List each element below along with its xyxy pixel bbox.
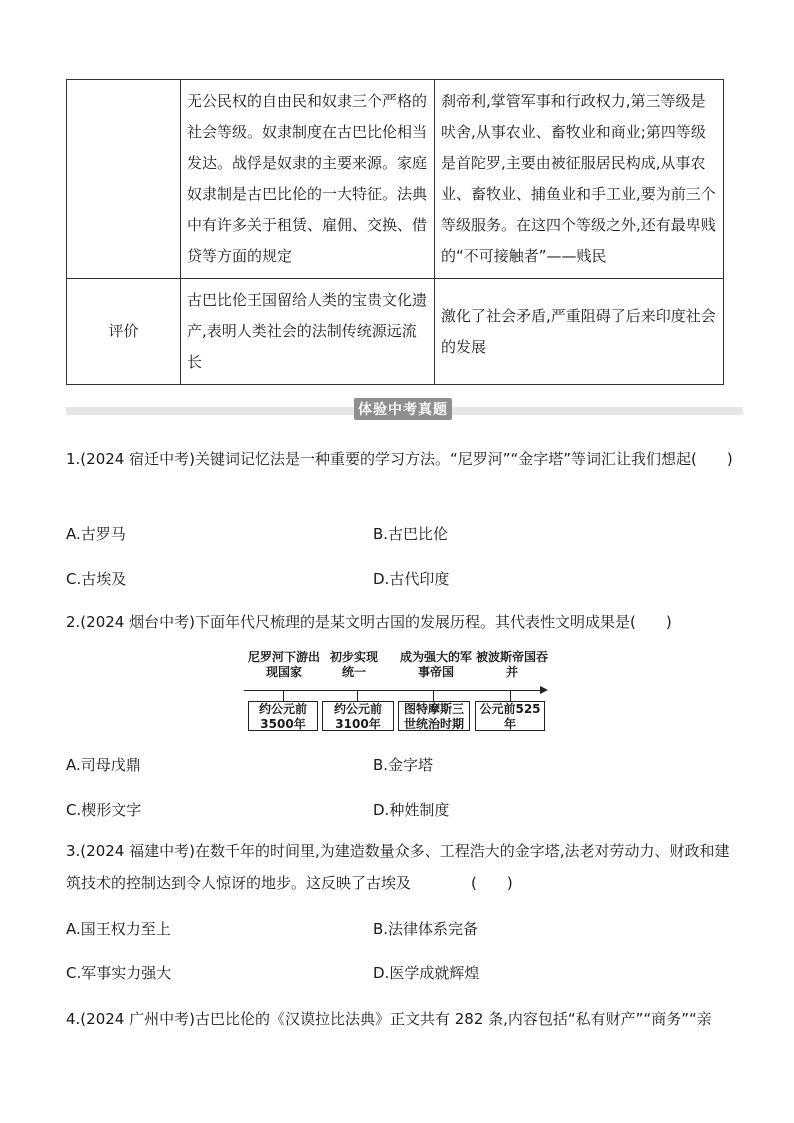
timeline-event: 成为强大的军事帝国 <box>400 650 473 679</box>
question-stem: 2.(2024 烟台中考)下面年代尺梳理的是某文明古国的发展历程。其代表性文明成果是( ) <box>66 613 672 631</box>
table-cell: 激化了社会矛盾,严重阻碍了后来印度社会的发展 <box>435 279 724 385</box>
timeline-tick <box>510 690 511 701</box>
arrow-right-icon <box>540 686 548 694</box>
table-cell: 刹帝利,掌管军事和行政权力,第三等级是吠舍,从事农业、畜牧业和商业;第四等级是首陀罗,主要由被征服居民构成,从事农业、畜牧业、捕鱼业和手工业,要为前三个等级服务。在这四个等级之外,还有最卑贱的“不可接触者”——贱民 <box>435 80 724 279</box>
timeline-tick <box>283 690 284 701</box>
option-b[interactable]: B.法律体系完备 <box>373 920 479 938</box>
question-stem: 4.(2024 广州中考)古巴比伦的《汉谟拉比法典》正文共有 282 条,内容包括“私有财产”“商务”“亲 <box>66 1010 712 1028</box>
timeline-date: 约公元前3100年 <box>322 701 394 731</box>
question-stem: 3.(2024 福建中考)在数千年的时间里,为建造数量众多、工程浩大的金字塔,法老对劳动力、财政和建筑技术的控制达到令人惊讶的地步。这反映了古埃及 ( ) <box>66 842 730 892</box>
table-cell: 无公民权的自由民和奴隶三个严格的社会等级。奴隶制度在古巴比伦相当发达。战俘是奴隶的主要来源。家庭奴隶制是古巴比伦的一大特征。法典中有许多关于租赁、雇佣、交换、借贷等方面的规定 <box>181 80 435 279</box>
option-c[interactable]: C.军事实力强大 <box>66 964 172 982</box>
timeline-date: 图特摩斯三世统治时期 <box>398 701 470 731</box>
option-c[interactable]: C.楔形文字 <box>66 801 142 819</box>
timeline-figure <box>244 650 550 734</box>
table-row <box>67 279 724 385</box>
table-row-label: 评价 <box>67 279 181 385</box>
table-row <box>67 80 724 279</box>
table-cell: 古巴比伦王国留给人类的宝贵文化遗产,表明人类社会的法制传统源远流长 <box>181 279 435 385</box>
timeline-tick <box>433 690 434 701</box>
option-a[interactable]: A.古罗马 <box>66 525 126 543</box>
option-c[interactable]: C.古埃及 <box>66 570 127 588</box>
timeline-axis <box>244 690 540 691</box>
option-d[interactable]: D.医学成就辉煌 <box>373 964 480 982</box>
option-a[interactable]: A.司母戊鼎 <box>66 756 141 774</box>
timeline-tick <box>357 690 358 701</box>
timeline-date: 约公元前3500年 <box>248 701 318 731</box>
table-cell-empty <box>67 80 181 279</box>
option-d[interactable]: D.古代印度 <box>373 570 450 588</box>
option-d[interactable]: D.种姓制度 <box>373 801 450 819</box>
timeline-event: 尼罗河下游出现国家 <box>247 650 320 679</box>
comparison-table <box>66 79 724 385</box>
timeline-event: 被波斯帝国吞并 <box>476 650 549 679</box>
timeline-event: 初步实现统一 <box>330 650 379 679</box>
option-a[interactable]: A.国王权力至上 <box>66 920 171 938</box>
section-title: 体验中考真题 <box>354 398 452 420</box>
question-stem: 1.(2024 宿迁中考)关键词记忆法是一种重要的学习方法。“尼罗河”“金字塔”等词汇让我们想起( ) <box>66 450 733 468</box>
option-b[interactable]: B.古巴比伦 <box>373 525 449 543</box>
timeline-date: 公元前525年 <box>475 701 545 731</box>
option-b[interactable]: B.金字塔 <box>373 756 434 774</box>
